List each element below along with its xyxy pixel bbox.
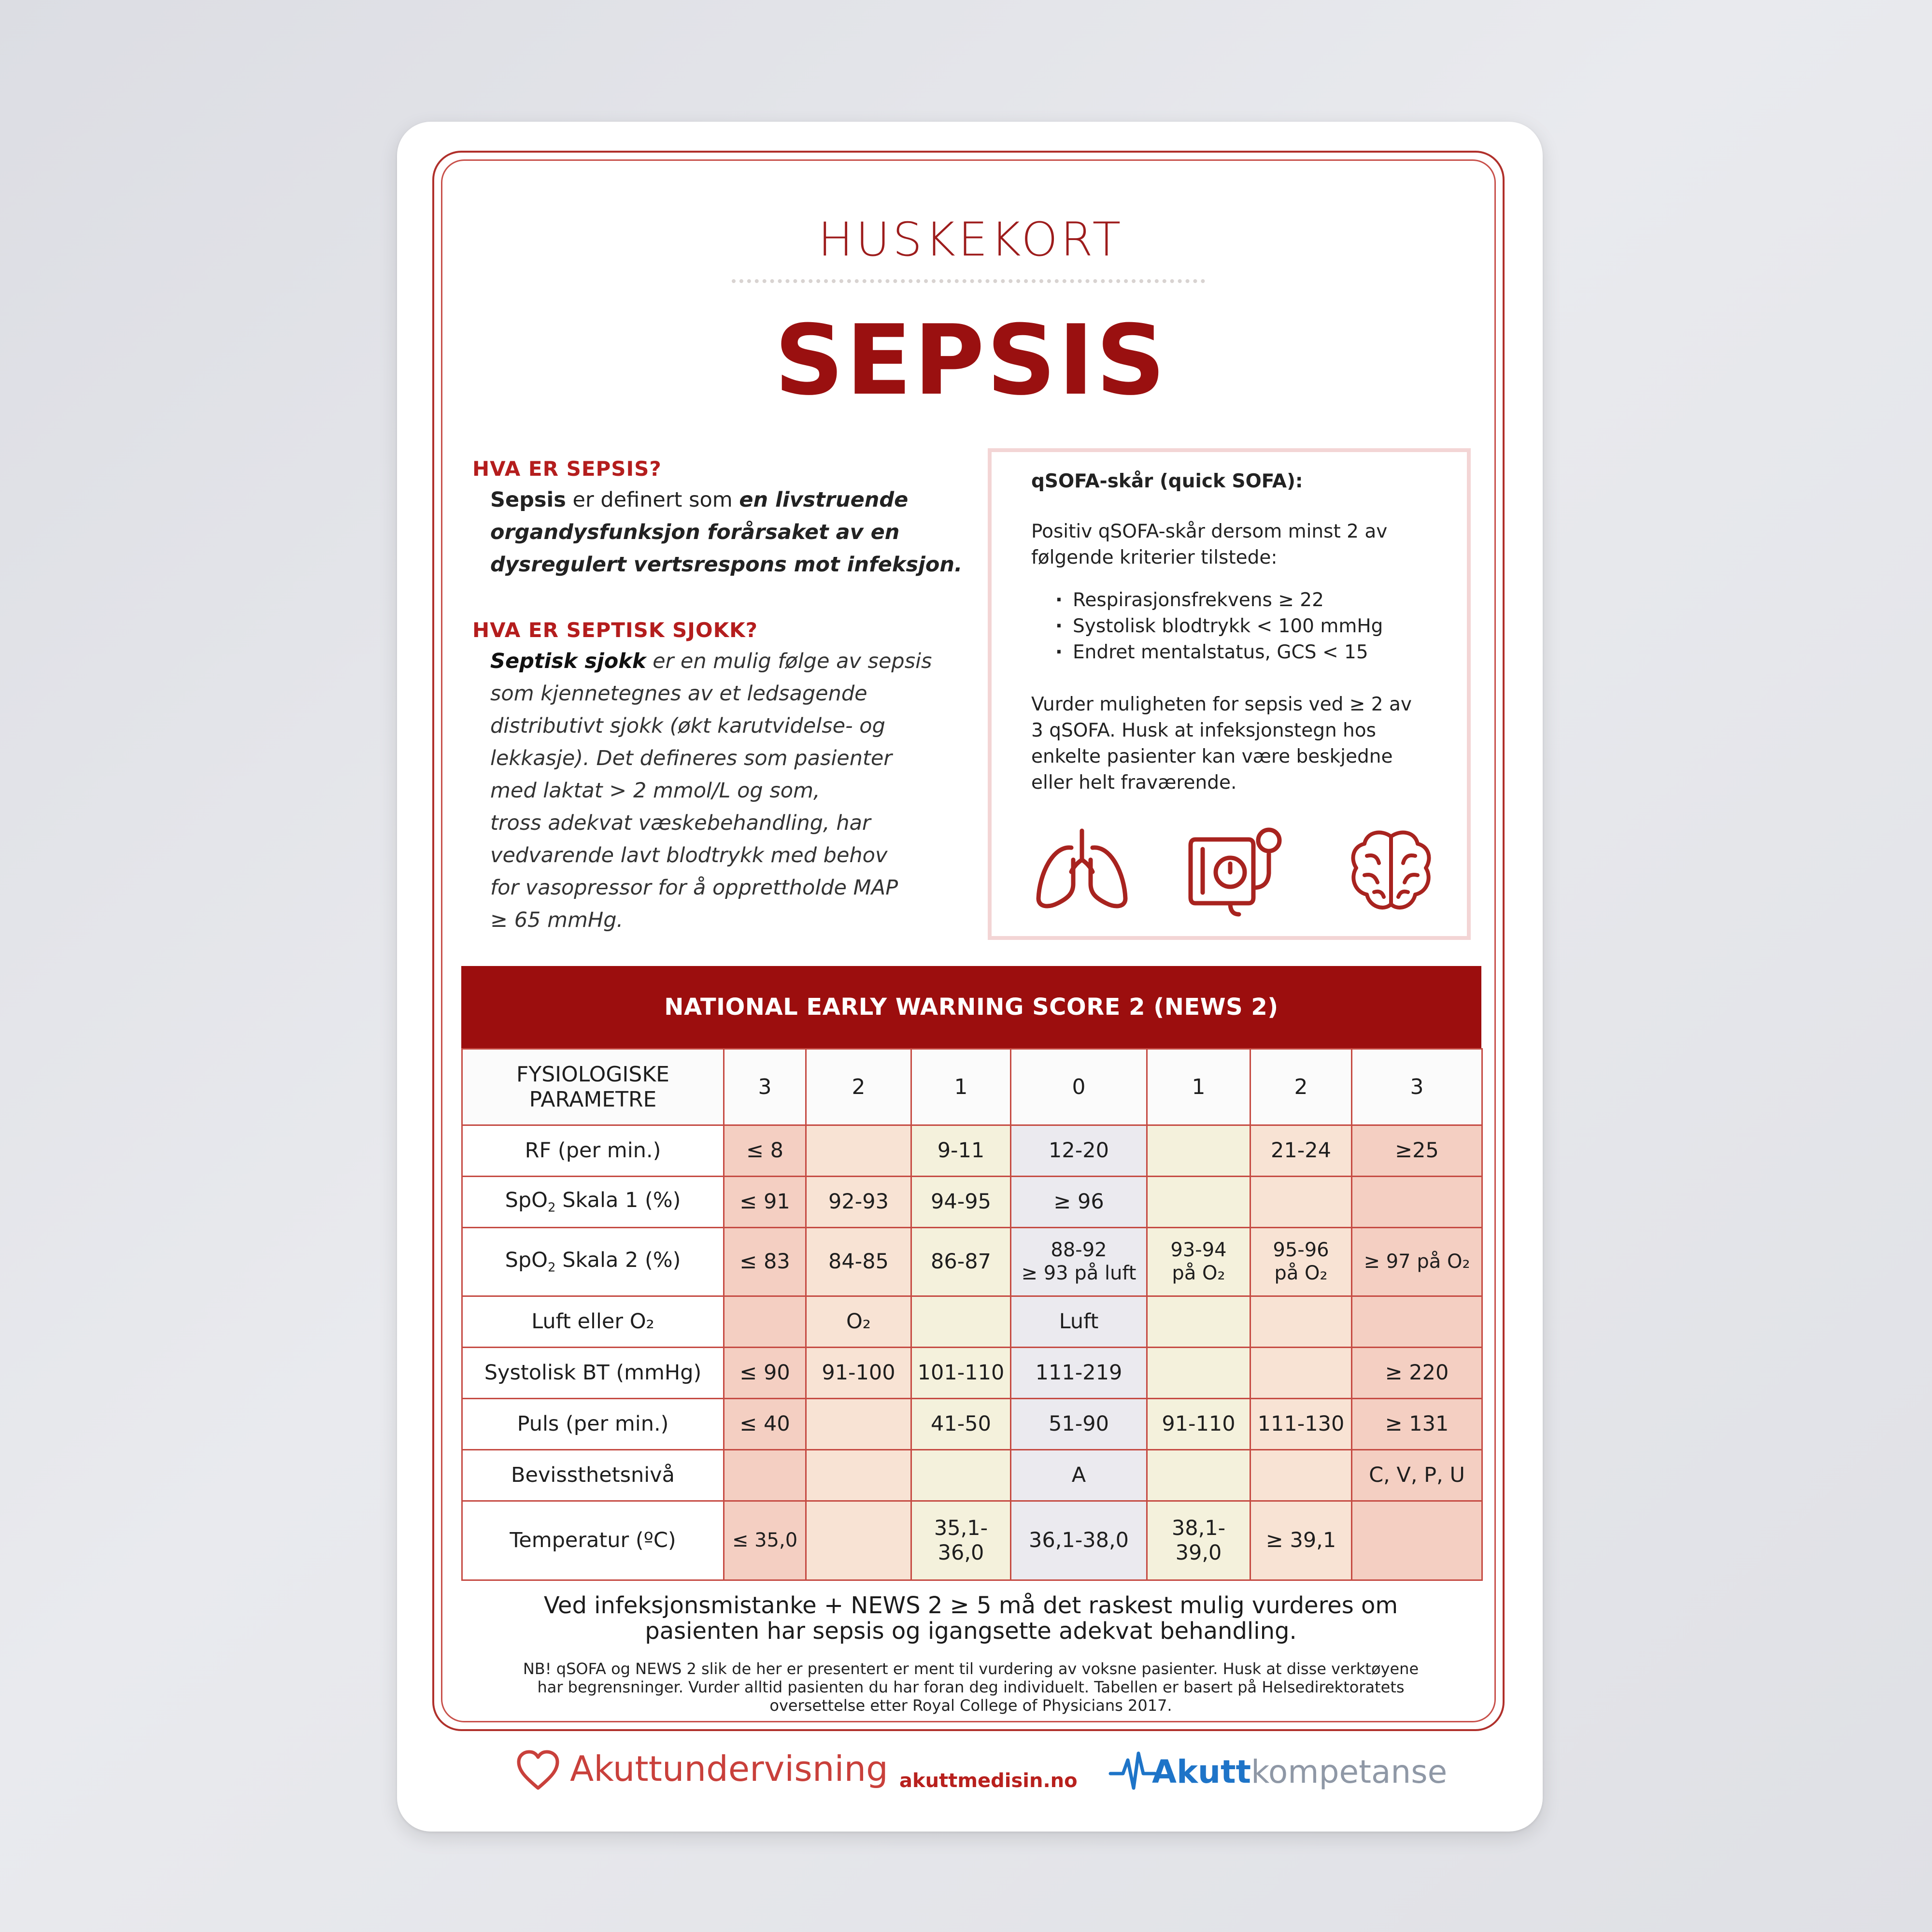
septic-line-7: vedvarende lavt blodtrykk med behov: [490, 843, 888, 867]
table-cell: 91-100: [806, 1348, 911, 1399]
sepsis-definition: [490, 484, 988, 581]
table-cell: [1352, 1501, 1482, 1580]
qsofa-title: qSOFA-skår (quick SOFA):: [1031, 470, 1303, 492]
table-cell: [1147, 1348, 1250, 1399]
card-title: SEPSIS: [774, 304, 1167, 417]
brand-akuttkompetanse-rest: kompetanse: [1251, 1753, 1448, 1790]
sepsis-def-3: dysregulert vertsrespons mot infeksjon.: [490, 553, 963, 577]
table-cell: 95-96 på O₂: [1250, 1228, 1352, 1296]
param-header-line: PARAMETRE: [529, 1087, 657, 1112]
table-cell: [1147, 1177, 1250, 1228]
section-heading-sepsis: HVA ER SEPSIS?: [472, 457, 662, 481]
nb-note-line: har begrensninger. Vurder alltid pasienten du har foran deg individuelt. Tabellen er basert på Helsedirektoratets: [537, 1678, 1405, 1696]
table-row: [462, 1177, 1482, 1228]
score-header: 0: [1011, 1049, 1147, 1125]
brand-akuttundervisning: Akuttundervisning: [570, 1748, 888, 1789]
qsofa-note-2: 3 qSOFA. Husk at infeksjonstegn hos: [1031, 720, 1376, 741]
news2-table: [461, 1048, 1483, 1581]
blood-pressure-cuff-icon: [1186, 825, 1287, 919]
table-cell: [1147, 1450, 1250, 1501]
score-header: 2: [1250, 1049, 1352, 1125]
table-cell: [1147, 1296, 1250, 1348]
table-cell: [724, 1450, 806, 1501]
qsofa-note-4: eller helt fraværende.: [1031, 772, 1237, 794]
table-cell: 94-95: [911, 1177, 1011, 1228]
table-cell: Luft: [1011, 1296, 1147, 1348]
table-cell: 91-110: [1147, 1399, 1250, 1450]
sepsis-def-1: en livstruende: [739, 488, 909, 512]
website-link[interactable]: akuttmedisin.no: [899, 1770, 1078, 1792]
action-note: [483, 1593, 1459, 1644]
table-cell: 38,1- 39,0: [1147, 1501, 1250, 1580]
table-cell: C, V, P, U: [1352, 1450, 1482, 1501]
score-header: 1: [911, 1049, 1011, 1125]
sepsis-mid: er definert som: [566, 488, 739, 512]
table-cell: [806, 1450, 911, 1501]
table-cell: A: [1011, 1450, 1147, 1501]
septic-line-6: tross adekvat væskebehandling, har: [490, 811, 871, 835]
param-label-part: SpO: [505, 1188, 548, 1213]
table-cell: [806, 1125, 911, 1177]
table-cell: [806, 1399, 911, 1450]
table-cell: [1352, 1177, 1482, 1228]
qsofa-note-1: Vurder muligheten for sepsis ved ≥ 2 av: [1031, 694, 1412, 715]
sepsis-lead: Sepsis: [490, 488, 566, 512]
table-cell: ≤ 40: [724, 1399, 806, 1450]
table-cell: 41-50: [911, 1399, 1011, 1450]
param-label: Temperatur (ºC): [462, 1501, 724, 1580]
table-cell: [1250, 1450, 1352, 1501]
table-cell: [1250, 1348, 1352, 1399]
table-row: [462, 1348, 1482, 1399]
table-cell: 93-94 på O₂: [1147, 1228, 1250, 1296]
table-cell: ≤ 83: [724, 1228, 806, 1296]
table-cell: ≤ 91: [724, 1177, 806, 1228]
sepsis-def-2: organdysfunksjon forårsaket av en: [490, 520, 900, 544]
septic-line-8: for vasopressor for å opprettholde MAP: [490, 876, 898, 900]
septic-line-3: distributivt sjokk (økt karutvidelse- og: [490, 714, 885, 738]
section-heading-septic-shock: HVA ER SEPTISK SJOKK?: [472, 618, 758, 642]
table-cell: ≤ 35,0: [724, 1501, 806, 1580]
table-cell: [806, 1501, 911, 1580]
param-label: [462, 1177, 724, 1228]
qsofa-content: [1031, 469, 1456, 796]
param-label: Systolisk BT (mmHg): [462, 1348, 724, 1399]
septic-line-2: som kjennetegnes av et ledsagende: [490, 682, 867, 706]
table-cell: ≤ 8: [724, 1125, 806, 1177]
septic-shock-lead: Septisk sjokk: [490, 649, 646, 673]
table-header-row: [462, 1049, 1482, 1125]
qsofa-criteria-list: [1031, 587, 1456, 666]
table-cell: 92-93: [806, 1177, 911, 1228]
table-row: [462, 1296, 1482, 1348]
table-cell: 88-92 ≥ 93 på luft: [1011, 1228, 1147, 1296]
qsofa-criterion: · Systolisk blodtrykk < 100 mmHg: [1051, 613, 1456, 639]
qsofa-criterion: · Endret mentalstatus, GCS < 15: [1051, 639, 1456, 666]
table-cell: ≥ 131: [1352, 1399, 1482, 1450]
param-label: [462, 1228, 724, 1296]
table-cell: [1250, 1177, 1352, 1228]
param-label-sub: 2: [548, 1200, 556, 1215]
table-cell: ≥ 220: [1352, 1348, 1482, 1399]
qsofa-intro-1: Positiv qSOFA-skår dersom minst 2 av: [1031, 521, 1388, 542]
table-cell: ≥25: [1352, 1125, 1482, 1177]
table-cell: 51-90: [1011, 1399, 1147, 1450]
score-header: 3: [1352, 1049, 1482, 1125]
brain-icon: [1348, 827, 1435, 919]
table-cell: [1352, 1296, 1482, 1348]
table-cell: 84-85: [806, 1228, 911, 1296]
septic-line-5: med laktat > 2 mmol/L og som,: [490, 779, 820, 803]
table-row: [462, 1228, 1482, 1296]
table-row: [462, 1450, 1482, 1501]
param-label: Puls (per min.): [462, 1399, 724, 1450]
nb-note: [483, 1660, 1459, 1715]
table-cell: [724, 1296, 806, 1348]
nb-note-line: oversettelse etter Royal College of Physicians 2017.: [769, 1696, 1172, 1715]
table-cell: 9-11: [911, 1125, 1011, 1177]
qsofa-note-3: enkelte pasienter kan være beskjedne: [1031, 746, 1393, 767]
brand-akuttkompetanse: [1152, 1753, 1447, 1790]
qsofa-criterion: · Respirasjonsfrekvens ≥ 22: [1051, 587, 1456, 613]
table-cell: ≥ 96: [1011, 1177, 1147, 1228]
card-kicker: HUSKEKORT: [818, 213, 1124, 267]
param-header-line: FYSIOLOGISKE: [516, 1062, 669, 1087]
septic-line-4: lekkasje). Det defineres som pasienter: [490, 746, 892, 770]
table-cell: [1147, 1125, 1250, 1177]
table-cell: ≥ 97 på O₂: [1352, 1228, 1482, 1296]
brand-akuttkompetanse-strong: Akutt: [1152, 1753, 1251, 1790]
param-label: Luft eller O₂: [462, 1296, 724, 1348]
param-label-part: Skala 1 (%): [555, 1188, 681, 1213]
table-cell: 21-24: [1250, 1125, 1352, 1177]
score-header: 3: [724, 1049, 806, 1125]
table-cell: [911, 1450, 1011, 1501]
score-header: 2: [806, 1049, 911, 1125]
kicker-divider: [732, 279, 1205, 283]
table-cell: 12-20: [1011, 1125, 1147, 1177]
table-cell: [911, 1296, 1011, 1348]
news2-title: NATIONAL EARLY WARNING SCORE 2 (NEWS 2): [461, 966, 1481, 1048]
table-row: [462, 1399, 1482, 1450]
table-cell: 111-130: [1250, 1399, 1352, 1450]
lungs-icon: [1034, 826, 1130, 913]
heart-icon: [516, 1749, 560, 1791]
table-cell: 86-87: [911, 1228, 1011, 1296]
septic-line-1: er en mulig følge av sepsis: [646, 649, 932, 673]
param-header: [462, 1049, 724, 1125]
table-cell: [1250, 1296, 1352, 1348]
qsofa-intro-2: følgende kriterier tilstede:: [1031, 547, 1278, 568]
table-cell: 111-219: [1011, 1348, 1147, 1399]
table-cell: 35,1- 36,0: [911, 1501, 1011, 1580]
param-label-part: SpO: [505, 1248, 548, 1273]
param-label-part: Skala 2 (%): [555, 1248, 681, 1273]
table-cell: ≤ 90: [724, 1348, 806, 1399]
septic-shock-definition: [490, 645, 988, 937]
action-note-line: pasienten har sepsis og igangsette adekvat behandling.: [645, 1618, 1297, 1645]
heartbeat-icon: [1108, 1749, 1157, 1794]
table-cell: O₂: [806, 1296, 911, 1348]
action-note-line: Ved infeksjonsmistanke + NEWS 2 ≥ 5 må det raskest mulig vurderes om: [543, 1592, 1398, 1619]
septic-line-9: ≥ 65 mmHg.: [490, 908, 624, 932]
table-cell: 36,1-38,0: [1011, 1501, 1147, 1580]
score-header: 1: [1147, 1049, 1250, 1125]
param-label-sub: 2: [548, 1260, 556, 1275]
table-row: [462, 1501, 1482, 1580]
nb-note-line: NB! qSOFA og NEWS 2 slik de her er presentert er ment til vurdering av voksne pasienter. Husk at disse verktøyene: [523, 1660, 1419, 1678]
table-cell: ≥ 39,1: [1250, 1501, 1352, 1580]
param-label: RF (per min.): [462, 1125, 724, 1177]
table-cell: 101-110: [911, 1348, 1011, 1399]
table-row: [462, 1125, 1482, 1177]
param-label: Bevissthetsnivå: [462, 1450, 724, 1501]
